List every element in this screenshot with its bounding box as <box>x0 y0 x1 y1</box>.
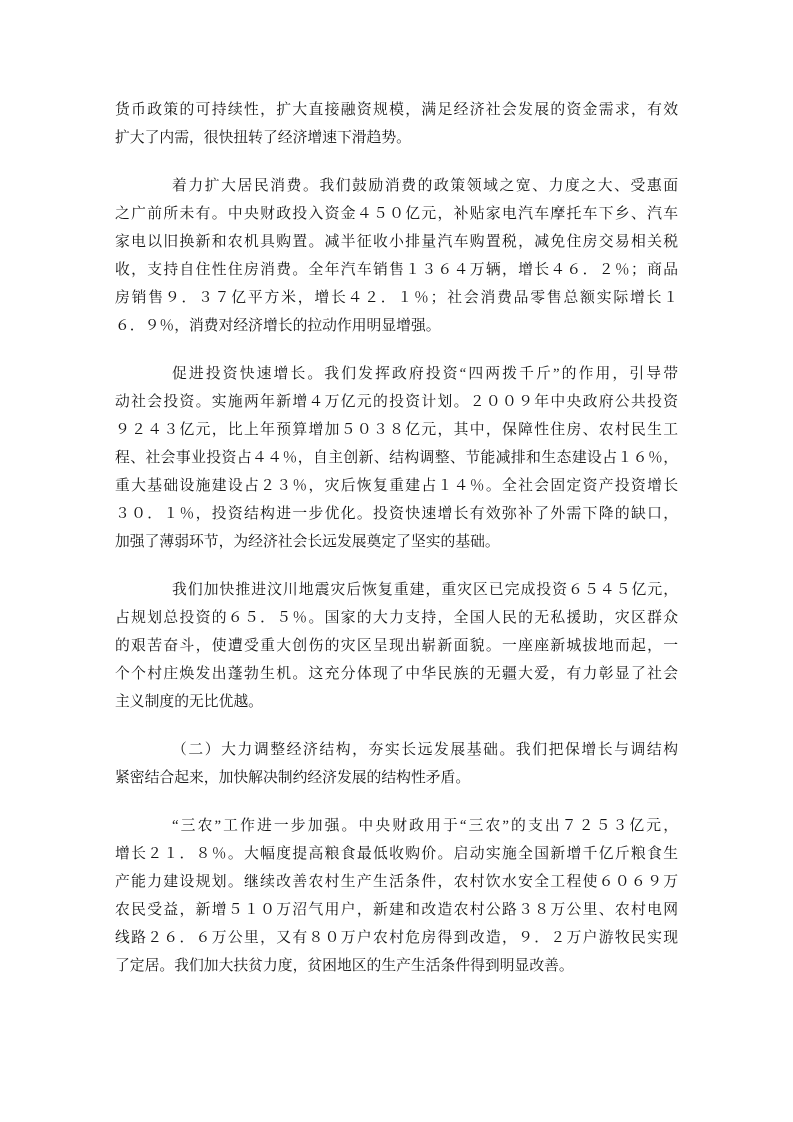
text-line: 房销售９．３７亿平方米，增长４２．１％；社会消费品零售总额实际增长１ <box>115 290 678 306</box>
text-line: 农民受益，新增５１０万沼气用户，新建和改造农村公路３８万公里、农村电网 <box>115 902 678 918</box>
paragraph <box>115 96 678 152</box>
text-line: 家电以旧换新和农机具购置。减半征收小排量汽车购置税，减免住房交易相关税 <box>115 234 678 250</box>
paragraph <box>115 736 678 792</box>
text-line: 我们加快推进汶川地震灾后恢复重建，重灾区已完成投资６５４５亿元， <box>172 582 678 598</box>
text-line: 产能力建设规划。继续改善农村生产生活条件，农村饮水安全工程使６０６９万 <box>115 874 678 890</box>
text-line: 促进投资快速增长。我们发挥政府投资“四两拨千斤”的作用，引导带 <box>172 366 678 382</box>
text-line: 增长２１．８％。大幅度提高粮食最低收购价。启动实施全国新增千亿斤粮食生 <box>115 846 678 862</box>
text-line: 收，支持自住性住房消费。全年汽车销售１３６４万辆，增长４６．２％；商品 <box>115 262 678 278</box>
text-line: 程、社会事业投资占４４％，自主创新、结构调整、节能减排和生态建设占１６％， <box>115 450 678 466</box>
text-line: ９２４３亿元，比上年预算增加５０３８亿元，其中，保障性住房、农村民生工 <box>115 422 678 438</box>
text-line: 之广前所未有。中央财政投入资金４５０亿元，补贴家电汽车摩托车下乡、汽车 <box>115 206 678 222</box>
text-line: 线路２６．６万公里，又有８０万户农村危房得到改造，９．２万户游牧民实现 <box>115 930 678 946</box>
text-line: 占规划总投资的６５．５％。国家的大力支持，全国人民的无私援助，灾区群众 <box>115 610 678 626</box>
text-line: “三农”工作进一步加强。中央财政用于“三农”的支出７２５３亿元， <box>172 818 678 834</box>
paragraph <box>115 172 678 340</box>
text-line: 加强了薄弱环节，为经济社会长远发展奠定了坚实的基础。 <box>115 534 500 550</box>
text-line: 主义制度的无比优越。 <box>115 694 263 710</box>
text-line: 的艰苦奋斗，使遭受重大创伤的灾区呈现出崭新面貌。一座座新城拔地而起，一 <box>115 638 678 654</box>
text-line: 动社会投资。实施两年新增４万亿元的投资计划。２００９年中央政府公共投资 <box>115 394 678 410</box>
text-line: ６．９％，消费对经济增长的拉动作用明显增强。 <box>115 318 441 334</box>
text-line: 重大基础设施建设占２３％，灾后恢复重建占１４％。全社会固定资产投资增长 <box>115 478 678 494</box>
text-line: 紧密结合起来，加快解决制约经济发展的结构性矛盾。 <box>115 770 471 786</box>
text-line: ３０．１％，投资结构进一步优化。投资快速增长有效弥补了外需下降的缺口， <box>115 506 678 522</box>
text-line: 货币政策的可持续性，扩大直接融资规模，满足经济社会发展的资金需求，有效 <box>115 102 678 118</box>
text-line: 了定居。我们加大扶贫力度，贫困地区的生产生活条件得到明显改善。 <box>115 958 574 974</box>
text-line: （二）大力调整经济结构，夯实长远发展基础。我们把保增长与调结构 <box>172 742 678 758</box>
document-body <box>115 96 678 1000</box>
paragraph <box>115 360 678 556</box>
paragraph <box>115 576 678 716</box>
text-line: 个个村庄焕发出蓬勃生机。这充分体现了中华民族的无疆大爱，有力彰显了社会 <box>115 666 678 682</box>
text-line: 着力扩大居民消费。我们鼓励消费的政策领域之宽、力度之大、受惠面 <box>172 178 678 194</box>
paragraph <box>115 812 678 980</box>
text-line: 扩大了内需，很快扭转了经济增速下滑趋势。 <box>115 130 411 146</box>
